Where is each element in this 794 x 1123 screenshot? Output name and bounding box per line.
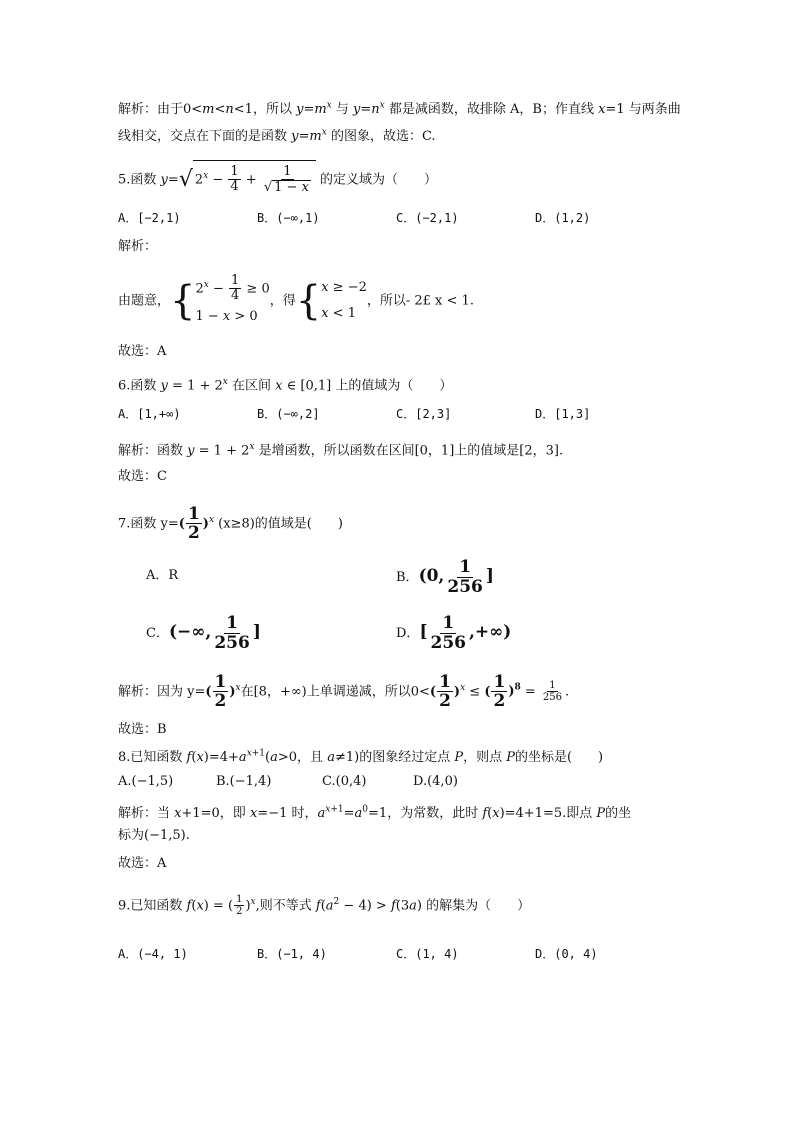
q5-derive-suffix: ，所以- 2£ x < 1. [366, 293, 474, 309]
q7-analysis: 解析：因为 y=( $\frac{1}{2}$ )$^x$在[8，+∞)上单调递减，所以0<( $\frac{1}{2}$ )$^x$ ≤ ( $\frac{1}{2}$ )$^8$ = $\frac{1}{256}$ . [118, 671, 570, 712]
q5-stem-prefix: 5.函数 [118, 172, 157, 188]
q5-analysis-label: 解析： [118, 239, 158, 254]
q5-option-a: A．[−2,1) [118, 211, 181, 225]
q7-option-a: A．R [146, 568, 179, 583]
q6-stem-suffix: 上的值域为（ ） [335, 378, 453, 394]
q7-stem-prefix: 7.函数 y= [118, 516, 179, 532]
q6-option-d: D．[1,3] [535, 407, 591, 421]
q9-option-c: C．(1, 4) [396, 947, 459, 961]
q7-option-d: D．[ $\frac{1}{256}$ ,+∞) [396, 613, 512, 653]
q5-answer: 故选：A [118, 344, 167, 359]
q9-stem-suffix: 的解集为（ ） [426, 898, 531, 914]
q8-answer: 故选：A [118, 856, 167, 871]
intro-line-2 [118, 123, 436, 147]
q7-analysis-prefix: 解析：因为 y= [118, 684, 206, 700]
q6-option-b: B．(−∞,2] [257, 407, 320, 421]
q6-analysis-prefix: 解析：函数 [118, 443, 184, 459]
q7-option-c: C．(−∞, $\frac{1}{256}$ ] [146, 613, 261, 653]
q6-option-a: A．[1,+∞) [118, 407, 181, 421]
q6-analysis: 解析：函数 $y = 1 + 2^x$ 是增函数，所以函数在区间[0，1]上的值域是[2，3]. [118, 442, 564, 459]
q5-option-d: D．(1,2) [535, 211, 591, 225]
q6-answer: 故选：C [118, 469, 167, 484]
q7-analysis-mid: 在[8，+∞)上单调递减，所以0< [240, 684, 430, 700]
q6-stem: 6.函数 $y = 1 + 2^x$ 在区间 x ∈ [0,1] 上的值域为（ ） [118, 377, 453, 394]
q5-stem: 5.函数 y=√ $2^x$ − $\frac{1}{4}$ + $\frac{1}{√ 1 - x}$ 的定义域为（ ） [118, 160, 437, 195]
q7-option-b-label: B． [396, 570, 419, 585]
q8-option-a: A.(−1,5) [118, 774, 174, 789]
q7-option-c-label: C． [146, 626, 169, 641]
q9-option-b: B．(−1, 4) [257, 947, 327, 961]
q7-analysis-suffix: . [565, 684, 570, 700]
intro-text-2: 线相交，交点在下面的是函数 $y=m^x$ 的图象，故选：C. [118, 128, 436, 145]
q6-option-c: C．[2,3] [396, 407, 452, 421]
q7-answer: 故选：B [118, 722, 167, 737]
q5-derive-mid: ，得 [269, 293, 296, 309]
q9-option-d: D．(0, 4) [535, 947, 598, 961]
q5-derive-prefix: 由题意， [118, 293, 171, 309]
q5-option-c: C．(−2,1) [396, 211, 459, 225]
q8-analysis-1 [118, 800, 631, 824]
q6-analysis-suffix: 是增函数，所以函数在区间[0，1]上的值域是[2，3]. [258, 443, 564, 459]
q9-stem: 9.已知函数 f(x) = ( $\frac{1}{2}$ )$^x$,则不等式 $f(a^2 - 4) > f(3a)$ 的解集为（ ） [118, 894, 531, 918]
intro-line-1 [118, 96, 681, 120]
q8-stem-text: 8.已知函数 $f(x)=4+a^{x+1}(a>0$，且 a≠1)的图象经过定点 P，则点 P的坐标是( ) [118, 749, 604, 766]
q7-option-b: B．(0, $\frac{1}{256}$ ] [396, 557, 494, 597]
intro-text-1: 解析：由于0<m<n<1，所以 $y=m^x$ 与 $y=n^x$ 都是减函数，故排除 A，B；作直线 x=1 与两条曲 [118, 101, 681, 118]
q8-option-b: B.(−1,4) [216, 774, 272, 789]
q7-stem-suffix: (x≥8)的值域是( ) [218, 516, 343, 532]
q7-stem: 7.函数 y=( $\frac{1}{2}$ )$^x$ (x≥8)的值域是( ) [118, 503, 343, 544]
q9-option-a: A．(−4, 1) [118, 947, 188, 961]
q8-stem [118, 744, 603, 768]
q7-option-d-label: D． [396, 626, 420, 641]
q6-stem-prefix: 6.函数 [118, 378, 157, 394]
q8-analysis-2: 标为(−1,5). [118, 828, 190, 843]
q8-option-d: D.(4,0) [413, 774, 458, 789]
q5-option-b: B．(−∞,1) [257, 211, 320, 225]
q9-stem-prefix: 9.已知函数 [118, 898, 183, 914]
q5-stem-suffix: 的定义域为（ ） [320, 172, 438, 188]
q6-stem-mid: 在区间 [231, 378, 271, 394]
q5-derivation: 由题意，{ $2^x$ − $\frac{1}{4}$ ≥ 0 1 − x > 0 ，得{ x ≥ −2 x < 1 ，所以- 2£ x < 1. [118, 273, 474, 324]
q8-analysis-1-text: 解析：当 x+1=0，即 x=−1 时，$a^{x+1}=a^0=1$，为常数，此时 f(x)=4+1=5.即点 P的坐 [118, 805, 632, 822]
q8-option-c: C.(0,4) [322, 774, 367, 789]
